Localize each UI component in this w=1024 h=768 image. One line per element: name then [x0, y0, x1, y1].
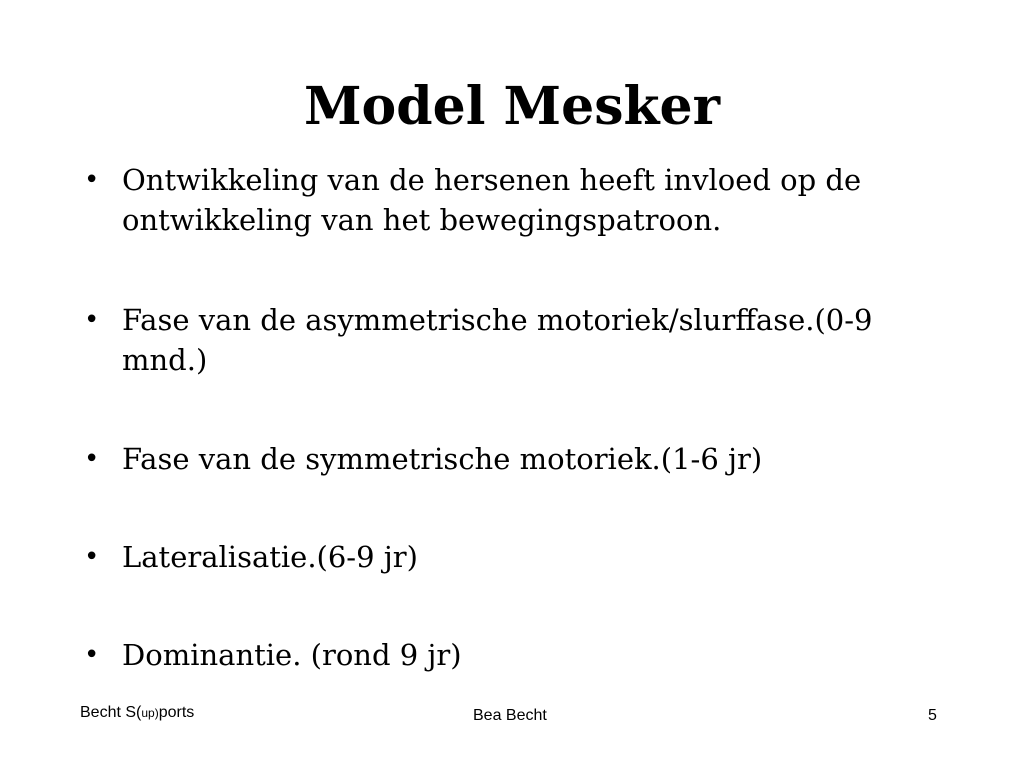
footer-left-end: ports — [158, 704, 195, 721]
footer-left-main: Becht S( — [80, 704, 142, 721]
footer-left-label — [80, 704, 194, 722]
slide-number: 5 — [928, 707, 937, 724]
bullet-marker: • — [84, 305, 100, 335]
bullet-text: Ontwikkeling van de hersenen heeft invloed op de ontwikkeling van het bewegingspatroon. — [122, 163, 862, 237]
bullet-text: Fase van de symmetrische motoriek.(1-6 jr) — [122, 442, 763, 476]
bullet-text: Dominantie. (rond 9 jr) — [122, 638, 462, 672]
bullet-item — [80, 439, 900, 479]
bullet-marker: • — [84, 444, 100, 474]
bullet-item — [80, 635, 900, 675]
bullet-marker: • — [84, 640, 100, 670]
footer-author: Bea Becht — [473, 707, 547, 724]
bullet-text: Fase van de asymmetrische motoriek/slurffase.(0-9 mnd.) — [122, 303, 873, 377]
bullet-item — [80, 160, 900, 240]
slide-title: Model Mesker — [304, 76, 720, 137]
bullet-marker: • — [84, 165, 100, 195]
footer-left-small: up) — [141, 706, 159, 720]
bullet-text: Lateralisatie.(6-9 jr) — [122, 540, 418, 574]
bullet-item — [80, 537, 900, 577]
bullet-item — [80, 300, 900, 380]
bullet-marker: • — [84, 542, 100, 572]
